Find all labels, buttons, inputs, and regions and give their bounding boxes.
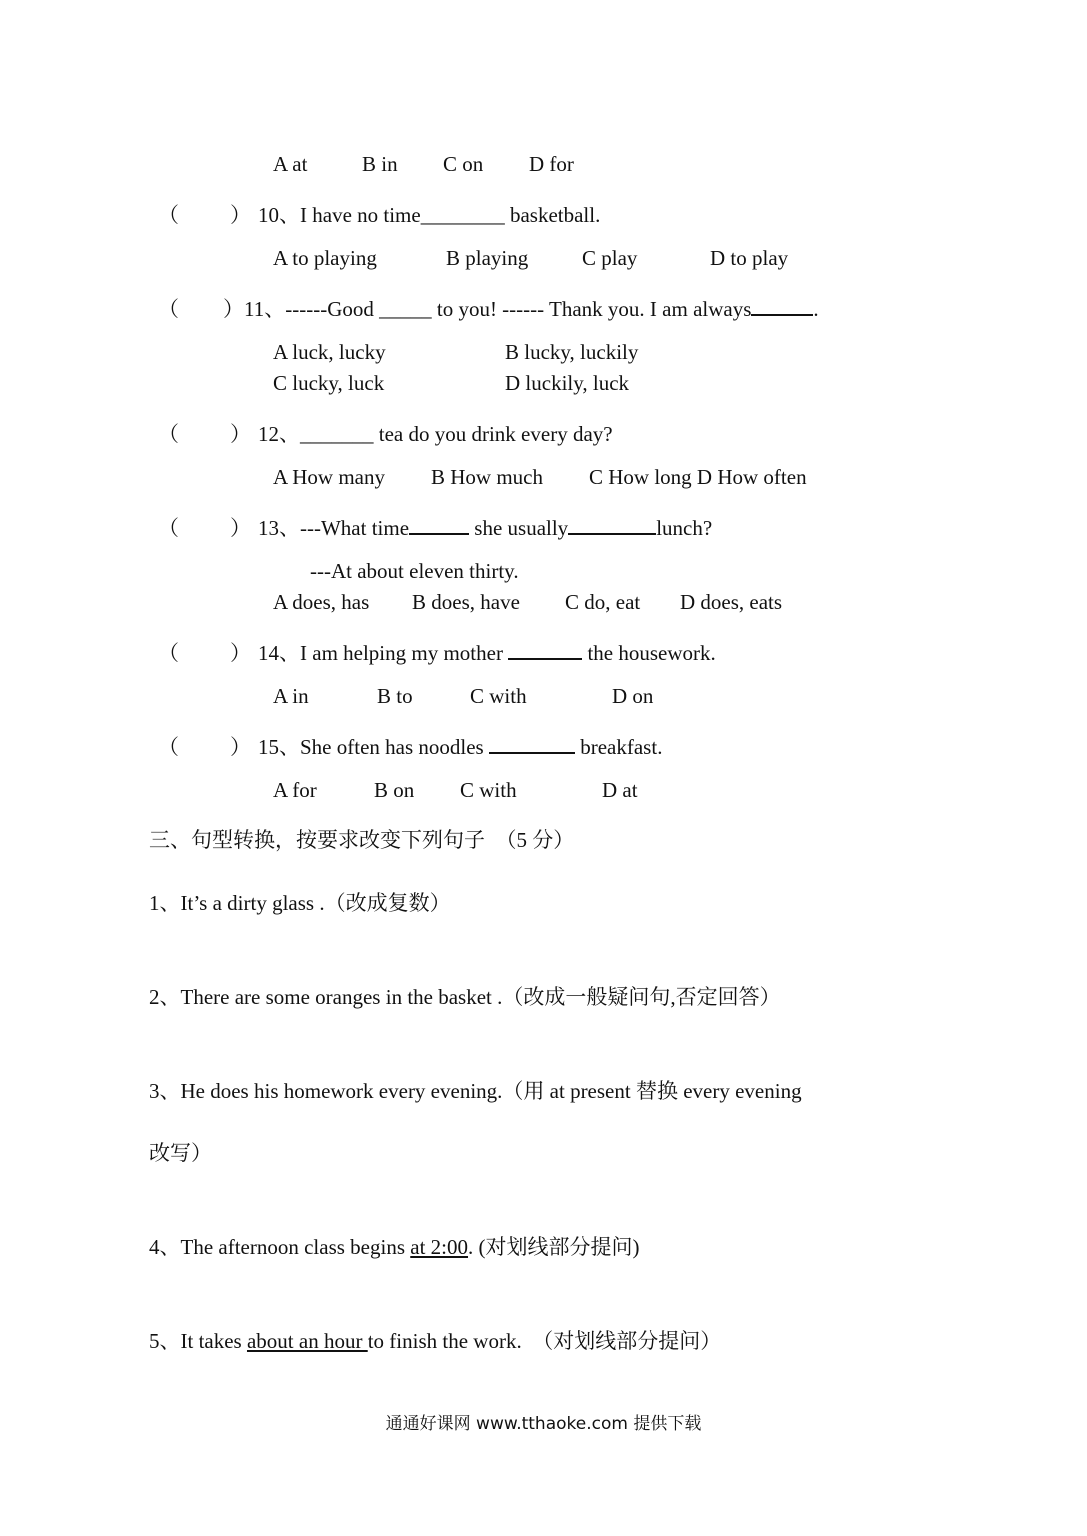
item4-post: . (对划线部分提问) — [468, 1235, 640, 1259]
q15-paren-close: ） — [230, 735, 251, 759]
q15-option-b: B on — [374, 778, 415, 802]
item4-pre: 4、The afternoon class begins — [149, 1235, 411, 1259]
q11-number: 11、 — [244, 297, 286, 321]
item5-pre: 5、It takes — [149, 1329, 247, 1353]
q15-paren-open: （ — [158, 735, 179, 759]
q12-option-b: B How much — [431, 465, 543, 489]
q10-paren-close: ） — [230, 203, 251, 227]
q15-option-a: A for — [273, 778, 317, 802]
q11-paren-open: （ — [158, 297, 179, 321]
item4-underlined: at 2:00 — [410, 1235, 469, 1259]
q14-option-c: C with — [470, 684, 527, 708]
q9-option-c: C on — [443, 152, 484, 176]
page-footer: 通通好课网 www.tthaoke.com 提供下载 — [385, 1414, 702, 1434]
section3-item-3-continued: 改写） — [149, 1141, 212, 1165]
q13-option-d: D does, eats — [680, 590, 783, 614]
q14-option-d: D on — [612, 684, 654, 708]
q10-option-a: A to playing — [273, 246, 377, 270]
q14-paren-close: ） — [230, 641, 251, 665]
q13-number: 13、 — [258, 516, 300, 540]
q10-number: 10、 — [258, 203, 300, 227]
q13-option-b: B does, have — [412, 590, 520, 614]
q13-text — [258, 512, 712, 542]
q11-option-b: B lucky, luckily — [505, 340, 639, 364]
q13-blank-2 — [568, 515, 656, 535]
section3-item-2: 2、There are some oranges in the basket .（改成一般疑问句,否定回答） — [149, 985, 781, 1009]
q13-answer: ---At about eleven thirty. — [310, 559, 519, 583]
q10-paren-open: （ — [158, 203, 179, 227]
q15-text — [258, 731, 662, 761]
q11-text — [244, 293, 819, 323]
q14-number: 14、 — [258, 641, 300, 665]
section3-item-4 — [149, 1231, 640, 1261]
q15-blank — [489, 734, 575, 754]
q14-blank — [508, 640, 582, 660]
q13-stem-a: ---What time — [300, 516, 410, 540]
q13-stem-b: she usually — [469, 516, 569, 540]
q9-option-a: A at — [273, 152, 308, 176]
q11-option-a: A luck, lucky — [273, 340, 386, 364]
q11-blank — [751, 296, 813, 316]
q12-paren-open: （ — [158, 422, 179, 446]
section3-item-3: 3、He does his homework every evening.（用 at present 替换 every evening — [149, 1079, 802, 1103]
q12-option-a: A How many — [273, 465, 385, 489]
q14-text — [258, 637, 716, 667]
q14-stem-b: the housework. — [582, 641, 716, 665]
q12-stem: _______ tea do you drink every day? — [300, 422, 613, 446]
q15-option-c: C with — [460, 778, 517, 802]
section3-item-1: 1、It’s a dirty glass .（改成复数） — [149, 891, 451, 915]
q13-paren-close: ） — [230, 516, 251, 540]
q13-option-a: A does, has — [273, 590, 370, 614]
q10-option-b: B playing — [446, 246, 529, 270]
q14-stem-a: I am helping my mother — [300, 641, 509, 665]
q14-option-b: B to — [377, 684, 413, 708]
q15-stem-b: breakfast. — [574, 735, 663, 759]
q14-paren-open: （ — [158, 641, 179, 665]
q15-number: 15、 — [258, 735, 300, 759]
q10-text — [258, 199, 600, 229]
q11-option-d: D luckily, luck — [505, 371, 630, 395]
q10-stem: I have no time________ basketball. — [300, 203, 601, 227]
q11-stem: ------Good _____ to you! ------ Thank you. I am always — [285, 297, 752, 321]
item5-post: to finish the work. （对划线部分提问） — [367, 1329, 722, 1353]
q15-stem-a: She often has noodles — [300, 735, 489, 759]
q13-option-c: C do, eat — [565, 590, 641, 614]
q13-stem-c: lunch? — [656, 516, 713, 540]
q11-option-c: C lucky, luck — [273, 371, 385, 395]
q10-option-c: C play — [582, 246, 638, 270]
q10-option-d: D to play — [710, 246, 789, 270]
q9-option-d: D for — [529, 152, 574, 176]
q12-paren-close: ） — [230, 422, 251, 446]
q12-text — [258, 418, 613, 448]
q11-paren-close: ） — [223, 297, 244, 321]
q9-option-b: B in — [362, 152, 398, 176]
q13-blank-1 — [409, 515, 469, 535]
q13-paren-open: （ — [158, 516, 179, 540]
q12-option-cd: C How long D How often — [589, 465, 807, 489]
q14-option-a: A in — [273, 684, 309, 708]
item5-underlined: about an hour — [246, 1329, 368, 1353]
section3-item-5 — [149, 1325, 721, 1355]
q12-number: 12、 — [258, 422, 300, 446]
q15-option-d: D at — [602, 778, 638, 802]
section3-heading: 三、句型转换，按要求改变下列句子 （5 分） — [149, 828, 575, 852]
q11-end: . — [813, 297, 819, 321]
